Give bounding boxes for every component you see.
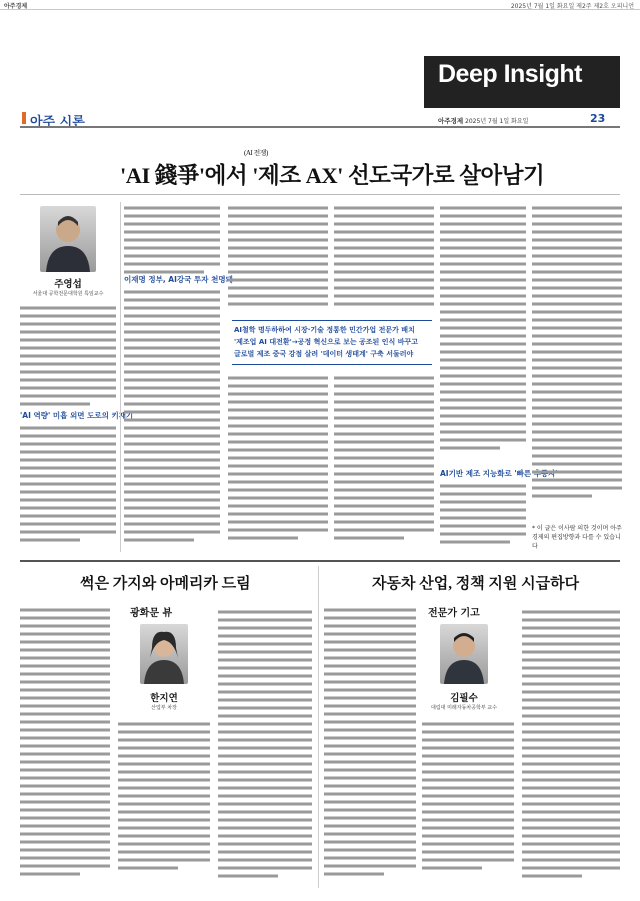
author-photo [40,206,96,272]
right-author-name: 김필수 [450,693,478,704]
left-author-photo [140,624,188,684]
pullquote-line-3: 글로벌 제조 중국 강점 살려 '데이터 생태계' 구축 서둘러야 [234,350,414,358]
right-author-role: 대림대 미래자동차공학부 교수 [431,705,497,711]
header-rule [20,126,620,128]
body-col-1a [20,300,116,410]
author-role: 서울대 공학전문대학원 특임교수 [32,291,104,297]
left-body-1 [20,602,110,887]
author-footnote: * 이 글은 이사람 의한 것이며 아주경제의 편집방향과 다를 수 있습니다 [532,525,622,550]
masthead: 아주경제 [4,3,28,10]
headline-text: 'AI 錢爭'에서 '제조 AX' 선도국가로 살아남기 [120,163,545,188]
body-col-5a [440,200,526,462]
right-body-1 [324,602,416,887]
bottom-col-divider [318,566,319,888]
top-strip [0,0,640,10]
col-divider-1 [120,202,121,552]
body-col-6 [532,200,622,520]
body-col-2b [124,284,220,552]
body-col-4a [334,200,434,316]
left-body-2 [118,716,210,887]
body-col-4b [334,370,434,552]
section-accent [22,112,26,124]
body-col-3b [228,370,328,552]
subhead-1: 이재명 정부, AI강국 투자 천명돼 [124,275,233,284]
section-label: 아주 시론 [30,115,85,130]
subhead-2: 'AI 역량' 미흡 외면 도로의 키재기 [20,411,134,420]
body-col-5b [440,478,526,552]
left-kicker: 광화문 뷰 [130,608,173,619]
right-kicker: 전문가 기고 [428,608,480,619]
left-body-3 [218,604,312,887]
left-column-headline: 썩은 가지와 아메리카 드림 [80,576,251,592]
right-author-photo [440,624,488,684]
pullquote-line-1: AI철학 명두하하여 시장·기술 정통한 민간가업 전문가 배치 [234,326,415,334]
body-col-3a [228,200,328,316]
author-name: 주영섭 [54,279,82,290]
body-col-1b [20,420,116,550]
subhead-3: AI기반 제조 지능화로 '빠른 추종자' [440,469,558,478]
pullquote [234,324,434,360]
left-author-name: 한지연 [150,693,178,704]
publisher: 아주경제 [438,117,464,125]
main-headline [120,149,624,190]
portrait-icon [140,624,188,684]
headline-rule [20,194,620,195]
headline-note: (AI 전쟁) [244,149,268,157]
brand-title: Deep Insight [438,60,583,88]
right-body-2 [422,716,514,887]
page-number: 23 [590,112,606,125]
portrait-icon [40,206,96,272]
pullquote-top-rule [232,320,432,321]
right-body-3 [522,604,620,887]
pullquote-bottom-rule [232,364,432,365]
section-divider [20,560,620,562]
issue-date: 2025년 7월 1일 화요일 [465,118,529,125]
date-line: 2025년 7월 1일 화요일 제2주 제2호 오피니언 [510,3,634,10]
right-column-headline: 자동차 산업, 정책 지원 시급하다 [372,576,580,592]
portrait-icon [440,624,488,684]
left-author-role: 산업부 차장 [151,705,177,711]
issue-info [438,116,528,125]
pullquote-line-2: '제조업 AI 대전환'→공정 혁신으로 보는 공조된 인식 바꾸고 [234,338,418,346]
